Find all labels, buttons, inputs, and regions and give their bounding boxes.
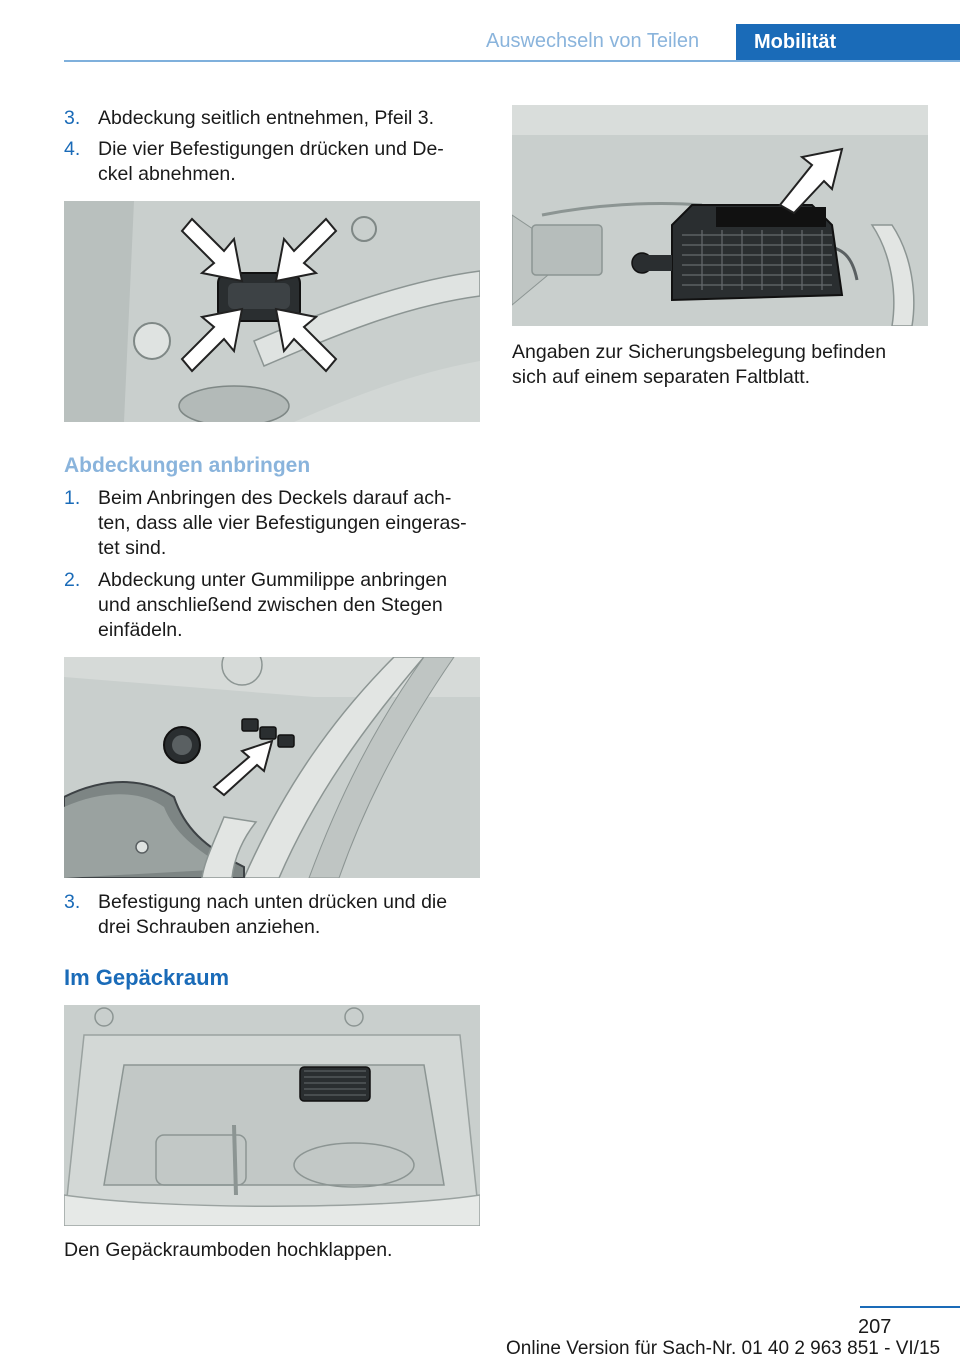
header-rule <box>64 60 960 62</box>
step-number: 3. <box>64 891 81 913</box>
step-text: Abdeckung unter Gummilippe anbringen und anschließend zwischen den Stegen einfädeln. <box>98 569 448 641</box>
illustration-rubber-lip <box>64 657 480 878</box>
illustration-fuse-box <box>512 105 928 326</box>
step-text: Die vier Befestigungen drücken und De-ckel abnehmen. <box>98 138 444 185</box>
step-rubber-lip <box>64 568 484 643</box>
step-tighten-screws <box>64 890 484 940</box>
header-section-title: Auswechseln von Teilen <box>486 30 700 52</box>
caption-fold-up-floor: Den Gepäckraumboden hochklappen. <box>64 1239 393 1261</box>
subheading-install-covers: Abdeckungen anbringen <box>64 454 311 477</box>
step-text: Beim Anbringen des Deckels darauf ach-ten, dass alle vier Befestigungen eingeras-tet sind. <box>98 487 467 559</box>
step-remove-cover <box>64 106 484 131</box>
step-text: Befestigung nach unten drücken und die drei Schrauben anziehen. <box>98 891 448 938</box>
online-version-note: Online Version für Sach-Nr. 01 40 2 963 851 - VI/15 <box>506 1338 941 1359</box>
step-install-lid <box>64 486 484 561</box>
illustration-luggage-compartment <box>64 1005 480 1226</box>
page-number: 207 <box>858 1316 892 1338</box>
header-chapter-label: Mobilität <box>754 31 837 53</box>
heading-luggage-compartment: Im Gepäckraum <box>64 965 230 990</box>
step-number: 1. <box>64 487 81 509</box>
step-press-fasteners <box>64 137 484 187</box>
step-number: 3. <box>64 107 81 129</box>
header-chapter-tab <box>736 24 960 62</box>
caption-fuse-assignment: Angaben zur Sicherungsbelegung befinden sich auf einem separaten Faltblatt. <box>512 341 887 388</box>
footer-rule <box>860 1306 960 1308</box>
step-number: 2. <box>64 569 81 591</box>
step-text: Abdeckung seitlich entnehmen, Pfeil 3. <box>98 107 435 129</box>
illustration-cover-fasteners <box>64 201 480 422</box>
step-number: 4. <box>64 138 81 160</box>
